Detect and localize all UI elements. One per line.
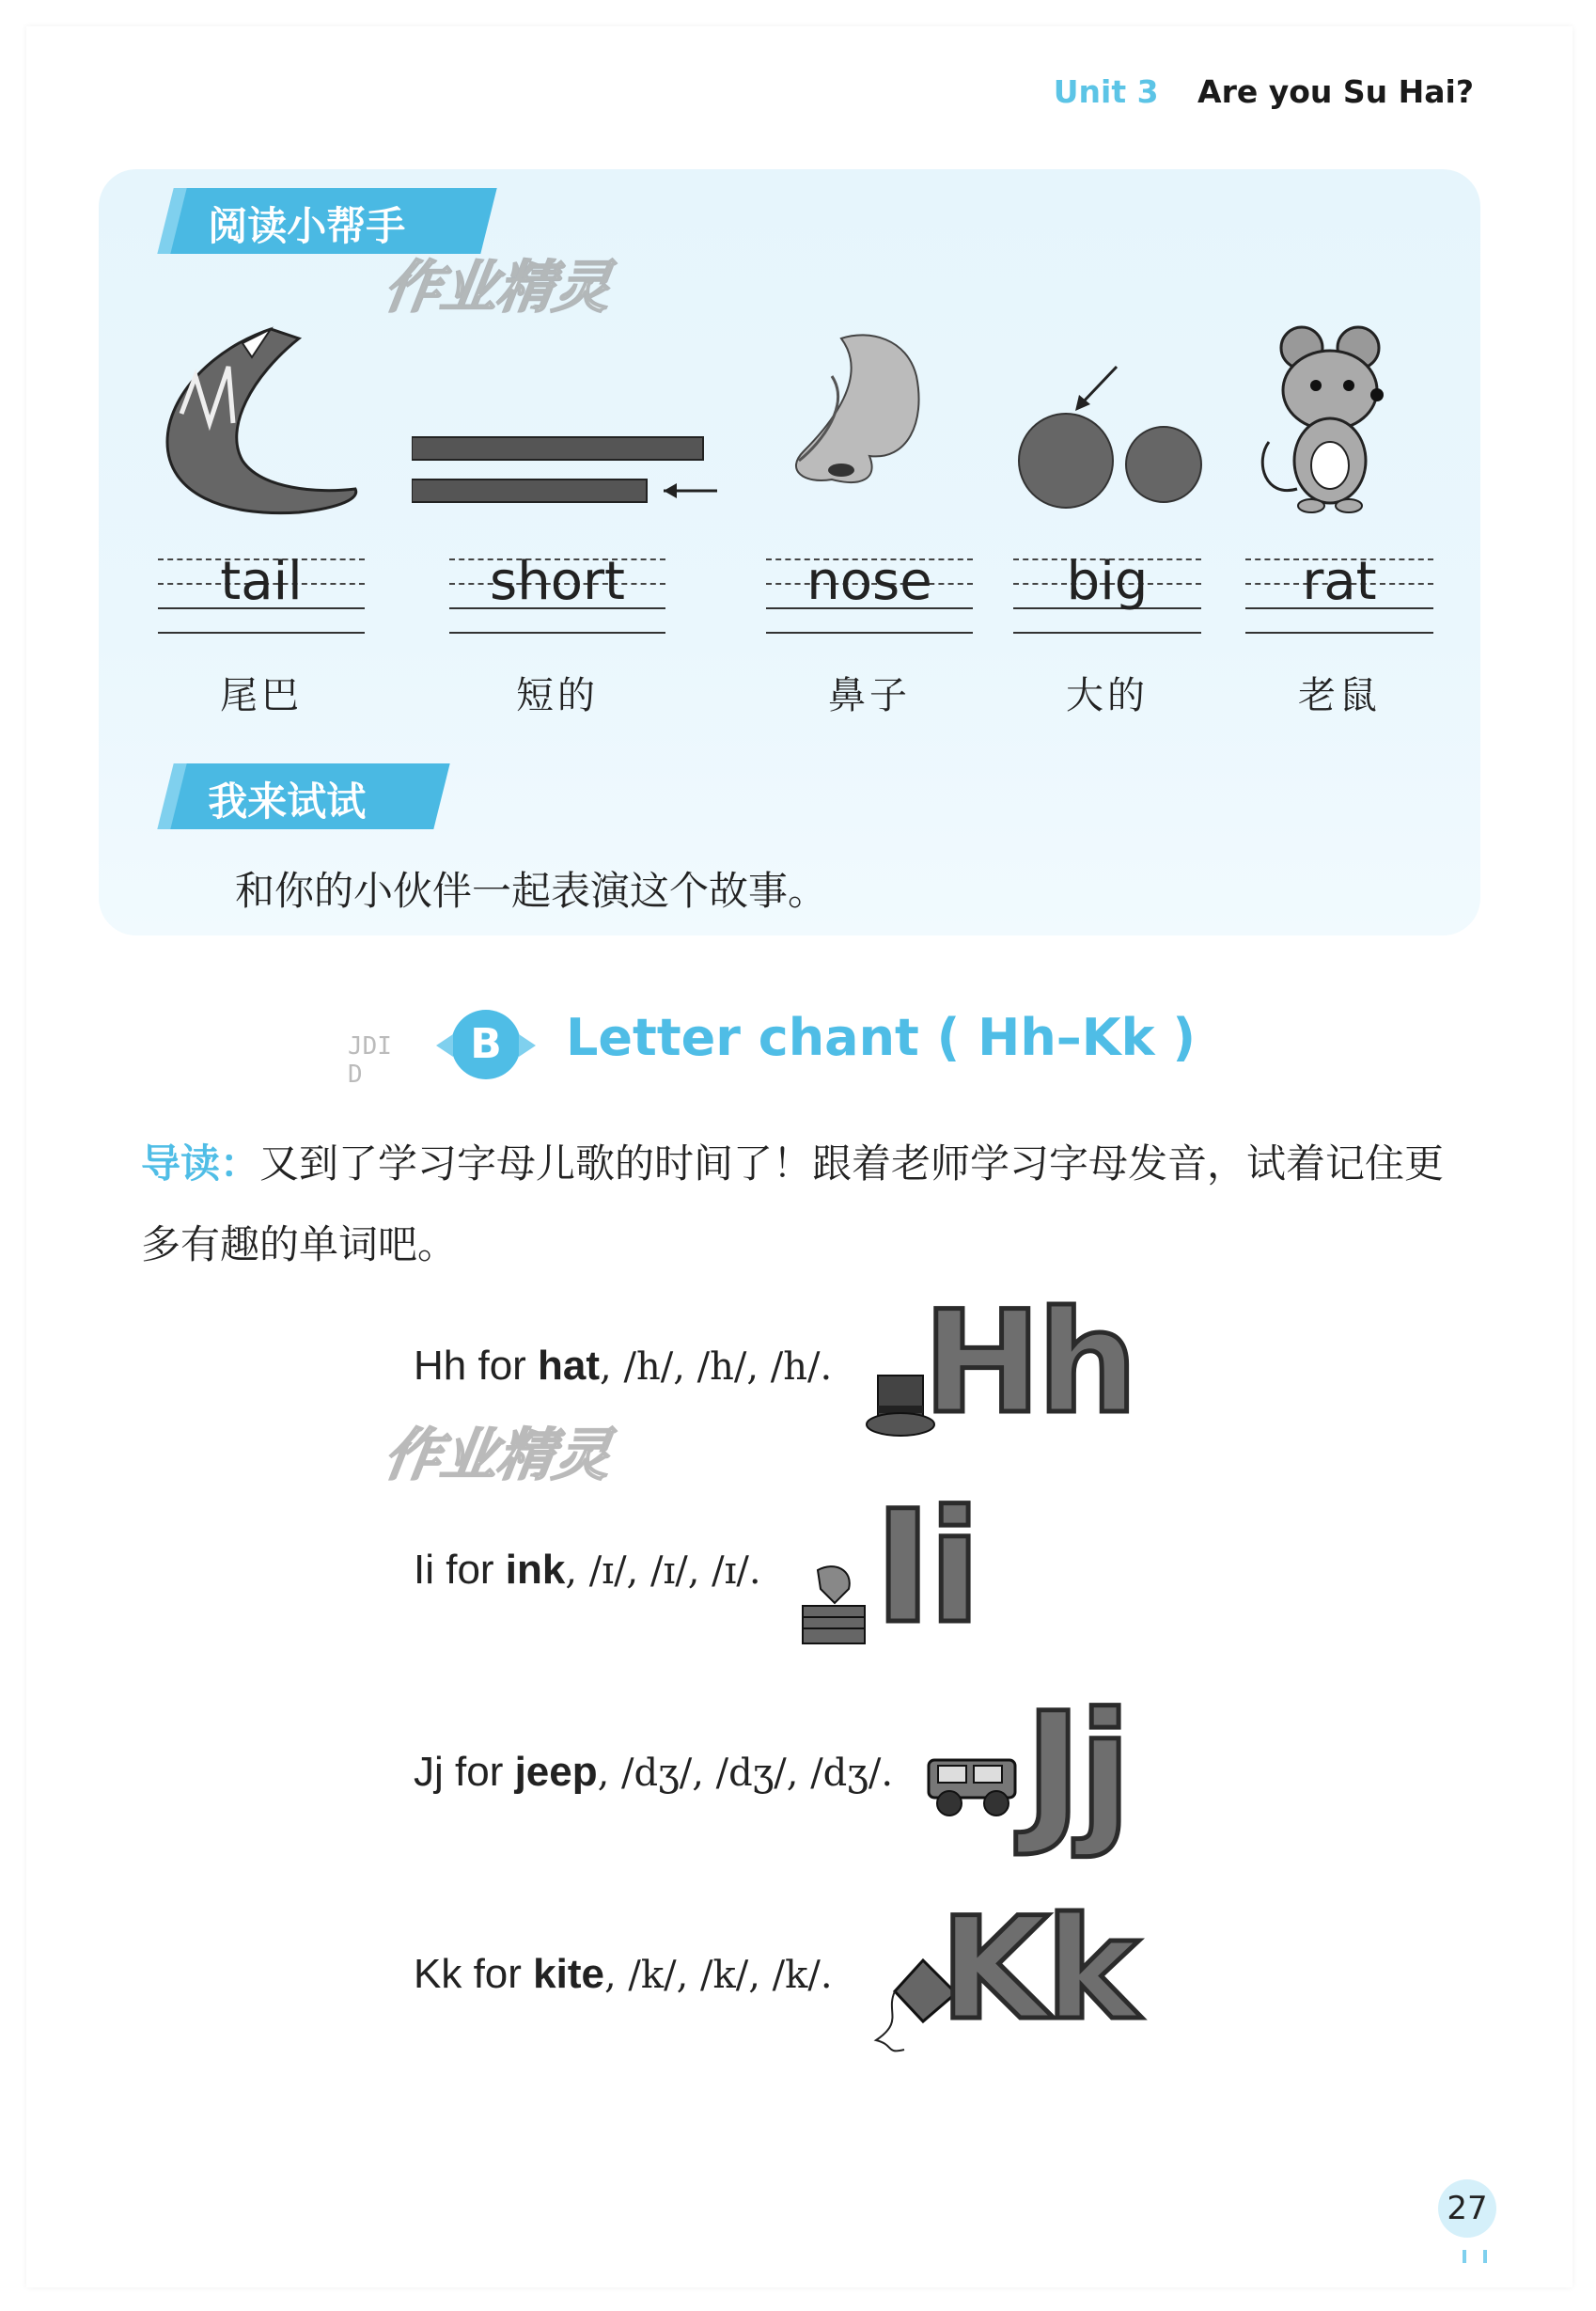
section-badge: B bbox=[451, 1010, 521, 1079]
page-header bbox=[1054, 73, 1474, 110]
vocab-item-big bbox=[1013, 320, 1201, 719]
section-title: Letter chant ( Hh–Kk ) bbox=[566, 1008, 1197, 1067]
vocab-item-tail bbox=[158, 320, 365, 719]
guide-paragraph bbox=[141, 1124, 1457, 1285]
vocab-item-nose bbox=[766, 320, 973, 719]
chant-line-k: Kk for kite, /k/, /k/, /k/. bbox=[414, 1951, 833, 1997]
guide-text: 又到了学习字母儿歌的时间了！跟着老师学习字母发音，试着记住更多有趣的单词吧。 bbox=[141, 1140, 1445, 1267]
letters-kk: Kk bbox=[940, 1888, 1135, 2052]
faint-text: JDI D bbox=[348, 1032, 392, 1089]
vocab-meaning: 尾巴 bbox=[220, 674, 303, 717]
vocab-word: nose bbox=[806, 551, 932, 612]
chant-line-j: Jj for jeep, /dʒ/, /dʒ/, /dʒ/. bbox=[414, 1749, 894, 1795]
try-it-tag: 我来试试 bbox=[170, 763, 449, 829]
chant-line-h: Hh for hat, /h/, /h/, /h/. bbox=[414, 1343, 833, 1389]
big-circle-icon bbox=[1013, 320, 1201, 536]
tail-icon bbox=[158, 320, 365, 536]
nose-icon bbox=[766, 320, 973, 536]
page-number: 27 bbox=[1438, 2179, 1496, 2238]
guide-label: 导读： bbox=[141, 1140, 260, 1187]
vocab-item-short bbox=[449, 320, 665, 719]
vocab-meaning: 老鼠 bbox=[1298, 674, 1381, 717]
letters-jj: Jj bbox=[1025, 1679, 1128, 1860]
vocab-meaning: 鼻子 bbox=[828, 674, 911, 717]
jeep-icon bbox=[919, 1749, 1027, 1828]
vocab-word: big bbox=[1066, 551, 1149, 612]
watermark: 作业精灵 bbox=[380, 255, 616, 321]
watermark: 作业精灵 bbox=[380, 1423, 616, 1488]
vocab-word: short bbox=[490, 551, 625, 612]
ink-icon bbox=[797, 1561, 872, 1654]
unit-label: Unit 3 bbox=[1053, 73, 1159, 110]
chant-line-i: Ii for ink, /ɪ/, /ɪ/, /ɪ/. bbox=[414, 1547, 761, 1593]
vocab-item-rat bbox=[1245, 320, 1433, 719]
letters-hh: Hh bbox=[923, 1281, 1134, 1445]
vocab-word: tail bbox=[220, 551, 303, 612]
short-bars-icon bbox=[449, 320, 665, 536]
vocab-meaning: 大的 bbox=[1066, 674, 1149, 717]
page-ticks bbox=[1463, 2249, 1504, 2267]
rat-icon bbox=[1245, 320, 1433, 536]
letters-ii: Ii bbox=[874, 1477, 978, 1658]
vocab-word: rat bbox=[1302, 551, 1377, 612]
vocab-meaning: 短的 bbox=[516, 674, 599, 717]
reading-helper-tag: 阅读小帮手 bbox=[170, 188, 496, 254]
try-it-instruction: 和你的小伙伴一起表演这个故事。 bbox=[235, 868, 828, 914]
unit-title: Are you Su Hai? bbox=[1197, 73, 1474, 110]
